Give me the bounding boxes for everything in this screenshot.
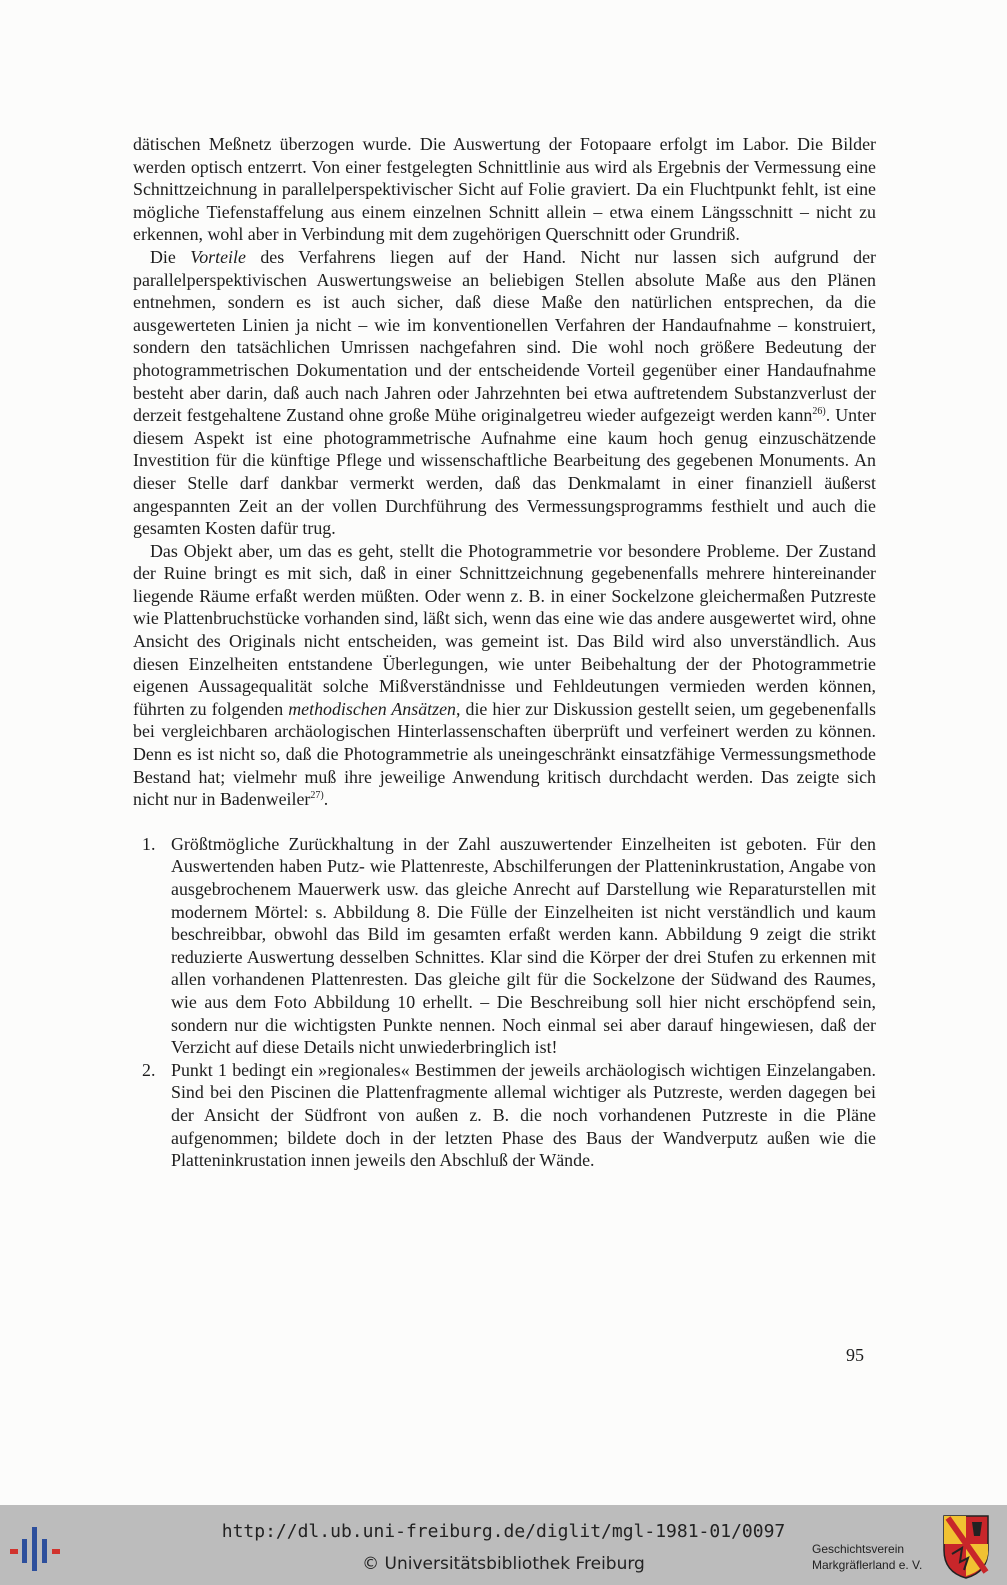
footer-url-link[interactable]: http://dl.ub.uni-freiburg.de/diglit/mgl-1981-01/0097 xyxy=(221,1521,786,1542)
list-item xyxy=(133,833,876,1059)
body-text xyxy=(133,133,876,1190)
society-name-line-1: Geschichtsverein xyxy=(812,1542,905,1556)
society-name xyxy=(812,1541,922,1573)
page-number: 95 xyxy=(846,1345,864,1365)
footer-bar xyxy=(0,1505,1007,1585)
paragraph-3-post: . xyxy=(323,789,329,810)
paragraph-3-text: , die hier zur Diskussion gestellt seien, um gegebenenfalls bei vergleichbaren archäologischen Hinterlassenschaften überprüft und verfeinert werden zu können. Denn es ist nicht so, daß die Photogrammetrie als uneingeschränkt einsatzfähige Vermessungsmethode Bestand hat; vielmehr muß ihre jeweilige Anwendung kritisch durchdacht werden. Das zeigte sich nicht nur in Badenweiler xyxy=(133,698,877,810)
list-item-text: Punkt 1 bedingt ein »regionales« Bestimmen der jeweils archäologisch wichtigen Einzelangaben. Sind bei den Piscinen die Plattenfragmente allemal wichtiger als Putzreste, werden dagegen bei der Ansicht der Südfront von außen z. B. die noch vorhandenen Putzreste in die Pläne aufgenommen; bildete doch in der letzten Phase des Baus der Wandverputz außen wie die Platteninkrustation innen jeweils den Abschluß der Wände. xyxy=(171,1059,876,1171)
paragraph-2-post: . Unter diesem Aspekt ist eine photogrammetrische Aufnahme eine kaum hoch genug einzuschätzende Investition für die künftige Pflege und wissenschaftliche Bearbeitung des gegebenen Monuments. An dieser Stelle darf dankbar vermerkt werden, daß das Denkmalamt in einer finanziell äußerst angespannten Zeit an der vollen Durchführung des Vermessungsprogramms festhielt und auch die gesamten Kosten dafür trug. xyxy=(133,405,876,539)
paragraph-2 xyxy=(133,246,876,540)
footnote-ref-27[interactable]: 27) xyxy=(310,790,324,802)
list-item-text: Größtmögliche Zurückhaltung in der Zahl auszuwertender Einzelheiten ist geboten. Für den Auswertenden haben Putz- wie Plattenreste, Abschilferungen der Platteninkrustation, Angabe von ausgebrochenem Mauerwerk usw. das gleiche Anrecht auf Darstellung wie Reparaturstellen mit modernem Mörtel: s. Abbildung 8. Die Fülle der Einzelheiten ist nicht verständlich und kaum beschreibbar, obwohl das Bild im gesamten erfaßt werden kann. Abbildung 9 zeigt die strikt reduzierte Auswertung desselben Schnittes. Klar sind die Körper der drei Stufen zu erkennen mit allen vorhandenen Plattenresten. Das gleiche gilt für die Sockelzone der Südwand des Raumes, wie aus dem Foto Abbildung 10 erhellt. – Die Beschreibung soll hier nicht erschöpfend sein, sondern nur die wichtigsten Punkte nennen. Noch einmal sei aber darauf hingewiesen, daß der Verzicht auf diese Details nicht unwiederbringlich ist! xyxy=(171,833,876,1058)
paragraph-2-text: des Verfahrens liegen auf der Hand. Nicht nur lassen sich aufgrund der parallelperspektivischen Auswertungsweise an beliebigen Stellen absolute Maße aus den Plänen entnehmen, sondern es ist auch sicher, daß diese Maße den natürlichen entsprechen, da die ausgewerteten Linien ja nicht – wie im konventionellen Verfahren der Handaufnahme – konstruiert, sondern den tatsächlichen Umrissen nachgefahren sind. Die wohl noch größere Bedeutung der photogrammetrischen Dokumentation und der entscheidende Vorteil gegenüber einer Handaufnahme besteht aber darin, daß auch nach Jahren oder Jahrzehnten bei etwa auftretendem Substanzverlust der derzeit festgehaltene Zustand ohne große Mühe originalgetreu wieder aufgezeigt werden kann xyxy=(133,246,876,426)
paragraph-3-pre: Das Objekt aber, um das es geht, stellt die Photogrammetrie vor besondere Probleme. Der Zustand der Ruine bringt es mit sich, daß in einer Schnittzeichnung gegebenenfalls mehrere hintereinander liegende Räume erfaßt werden müßten. Oder wenn z. B. in einer Sockelzone gleichermaßen Putzreste wie Plattenbruchstücke vorhanden sind, läßt sich, wenn das eine wie das andere ausgewertet wird, ohne Ansicht des Originals nicht entscheiden, was gemeint ist. Das Bild wird also unverständlich. Aus diesen Einzelheiten entstandene Überlegungen, wie unter Beibehaltung der der Photogrammetrie eigenen Aussagequalität solche Mißverständnisse und Fehldeutungen vermieden werden können, führten zu folgenden xyxy=(133,540,876,719)
paragraph-1: dätischen Meßnetz überzogen wurde. Die Auswertung der Fotopaare erfolgt im Labor. Die Bilder werden optisch entzerrt. Von einer festgelegten Schnittlinie aus wird als Ergebnis der Vermessung eine Schnittzeichnung in parallelperspektivischer Sicht auf Folie graviert. Da ein Fluchtpunkt fehlt, ist eine mögliche Tiefenstaffelung aus einem einzelnen Schnitt allein – etwa einem Längsschnitt – nicht zu erkennen, wohl aber in Verbindung mit dem zugehörigen Querschnitt oder Grundriß. xyxy=(133,134,876,245)
list-item xyxy=(133,1059,876,1172)
society-name-line-2: Markgräflerland e. V. xyxy=(812,1558,923,1572)
list-item-number: 1. xyxy=(142,833,156,854)
footnote-ref-26[interactable]: 26) xyxy=(812,406,826,418)
numbered-list xyxy=(133,833,876,1172)
list-item-number: 2. xyxy=(142,1059,156,1080)
footer-copyright: © Universitätsbibliothek Freiburg xyxy=(362,1554,645,1574)
paragraph-3 xyxy=(133,540,876,811)
emphasis-vorteile: Vorteile xyxy=(190,246,246,267)
emphasis-methodischen-ansaetzen: methodischen Ansätzen xyxy=(288,698,456,719)
paragraph-2-pre: Die xyxy=(150,246,191,267)
coat-of-arms-icon xyxy=(942,1514,990,1580)
